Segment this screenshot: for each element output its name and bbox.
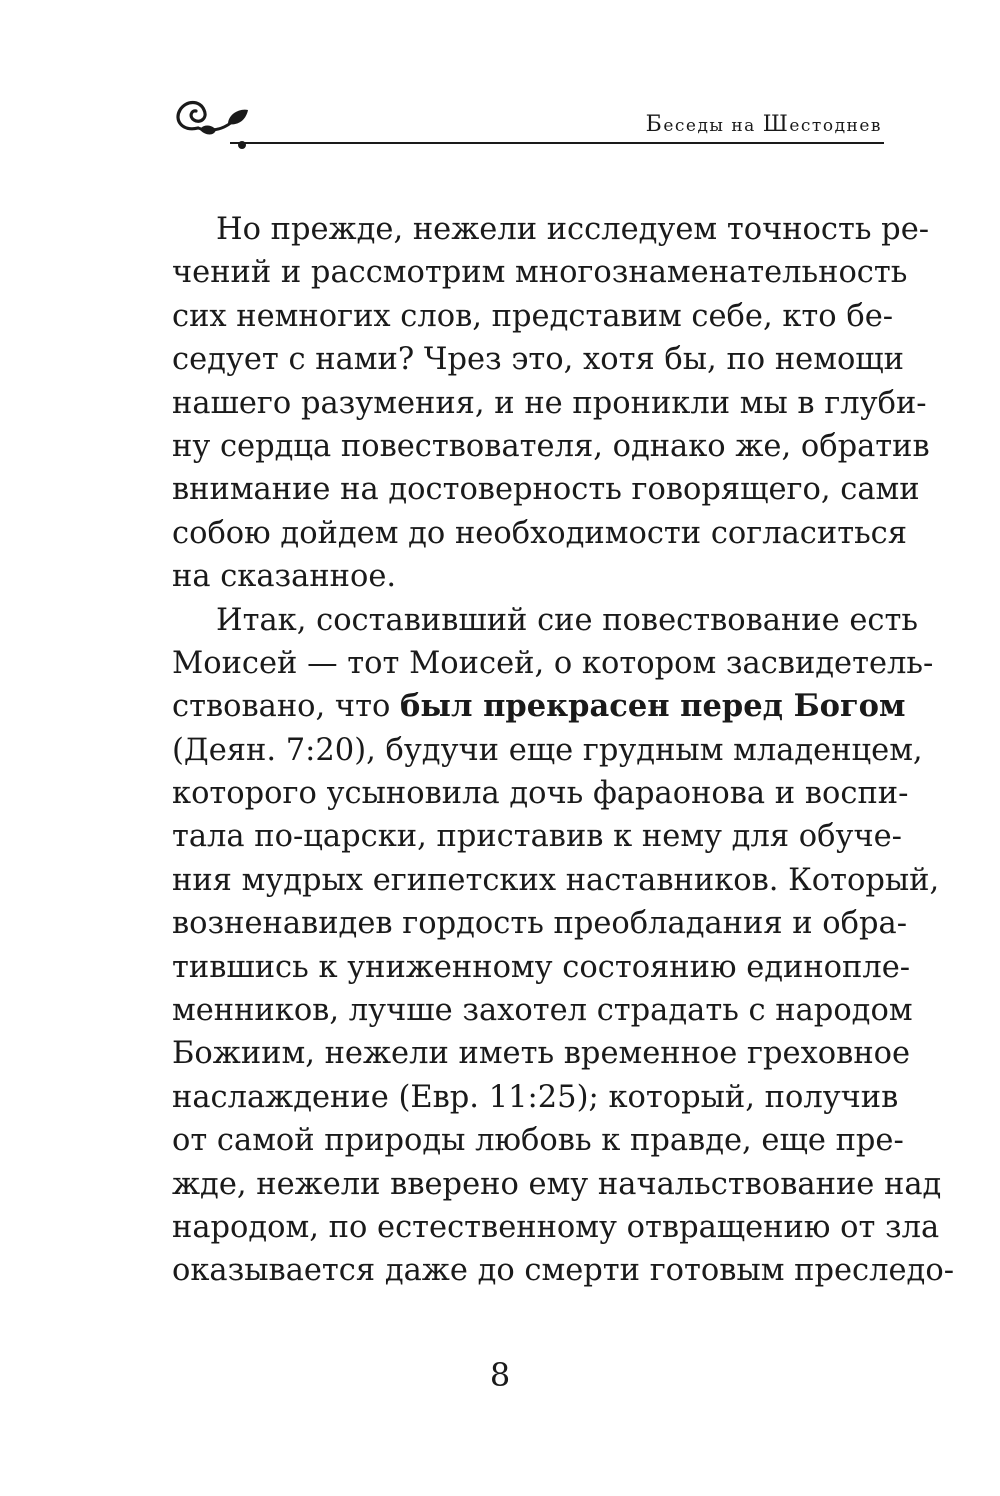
text-line: ния мудрых египетских наставников. Который,: [172, 862, 940, 898]
running-title-part-1: еседы на: [663, 116, 763, 136]
text-line: седует с нами? Чрез это, хотя бы, по немощи: [172, 342, 904, 378]
running-title-initial-1: Б: [645, 112, 664, 137]
text-line: чений и рассмотрим многознаменательность: [172, 255, 908, 291]
text-line: народом, по естественному отвращению от зла: [172, 1209, 940, 1245]
text-line: нашего разумения, и не проникли мы в глуби-: [172, 385, 927, 421]
text-line: на сказанное.: [172, 559, 397, 595]
text-line: собою дойдем до необходимости согласиться: [172, 515, 908, 551]
running-title: [646, 112, 882, 137]
text-line: ну сердца повествователя, однако же, обратив: [172, 428, 930, 464]
text-line: Моисей — тот Моисей, о котором засвидетель-: [172, 645, 934, 681]
text-line: которого усыновила дочь фараонова и воспи-: [172, 776, 909, 812]
bold-quote: был прекрасен перед Богом: [400, 688, 906, 725]
text-line: Божиим, нежели иметь временное греховное: [172, 1036, 911, 1072]
text-line: (Деян. 7:20), будучи еще грудным младенцем,: [172, 732, 923, 768]
text-line: Но прежде, нежели исследуем точность ре-: [216, 212, 930, 247]
header-rule: [230, 142, 884, 144]
text-line: возненавидев гордость преобладания и обра-: [172, 906, 908, 942]
text-line: оказывается даже до смерти готовым преследо-: [172, 1253, 954, 1289]
text-line: менников, лучше захотел страдать с народом: [172, 993, 913, 1029]
text-line: жде, нежели вверено ему начальствование над: [172, 1166, 942, 1202]
text-line: сих немногих слов, представим себе, кто бе-: [172, 298, 894, 334]
text-line: Итак, составивший сие повествование есть: [216, 602, 918, 638]
text-line: от самой природы любовь к правде, еще пре-: [172, 1123, 904, 1159]
text-line: наслаждение (Евр. 11:25); который, получив: [172, 1079, 899, 1115]
running-title-initial-2: Ш: [762, 112, 790, 137]
text-line: тала по-царски, приставив к нему для обуче-: [172, 819, 902, 855]
body-text: [172, 208, 954, 1293]
text-line-with-bold: [172, 685, 906, 728]
running-title-part-2: естоднев: [789, 116, 882, 136]
page-number: 8: [489, 1356, 511, 1394]
text-fragment: ствовано, что: [172, 689, 401, 725]
text-line: тившись к униженному состоянию единопле-: [172, 949, 911, 985]
text-line: внимание на достоверность говорящего, сами: [172, 472, 920, 508]
running-header: [168, 90, 884, 152]
